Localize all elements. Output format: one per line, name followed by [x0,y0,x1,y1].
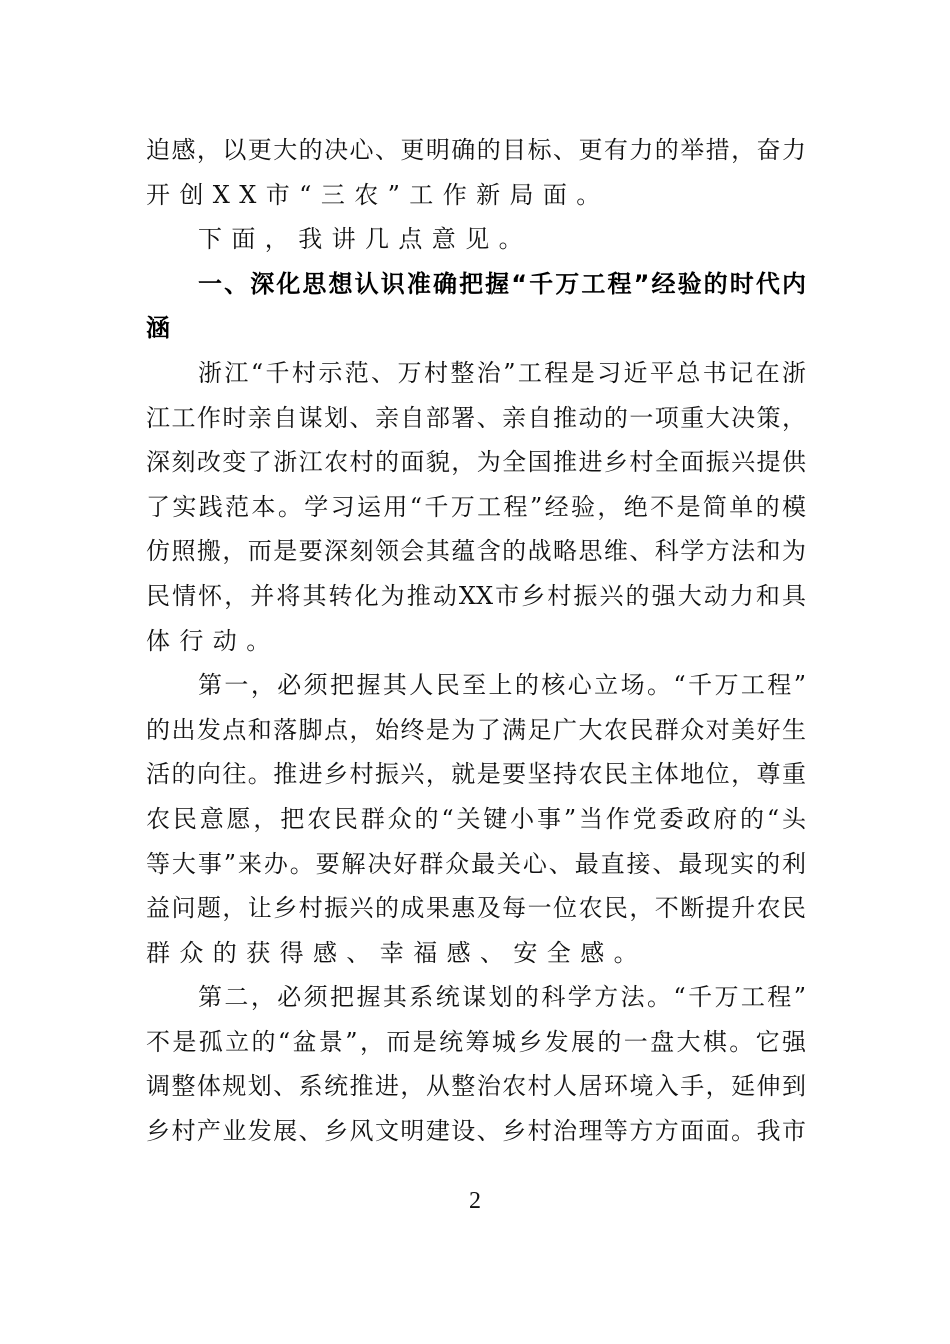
text-line: 不是孤立的“盆景”，而是统筹城乡发展的一盘大棋。它强 [146,1027,806,1056]
text-line: 体行动。 [146,626,280,655]
section-heading: 一、深化思想认识准确把握“千万工程”经验的时代内 [198,269,806,298]
text-line: 深刻改变了浙江农村的面貌，为全国推进乡村全面振兴提供 [146,448,806,477]
text-line: 浙江“千村示范、万村整治”工程是习近平总书记在浙 [198,358,806,387]
text-line: 江工作时亲自谋划、亲自部署、亲自推动的一项重大决策， [146,403,806,432]
text-line: 开创XX市“三农”工作新局面。 [146,180,610,209]
text-line: 第一，必须把握其人民至上的核心立场。“千万工程” [198,671,806,700]
text-line: 第二，必须把握其系统谋划的科学方法。“千万工程” [198,983,806,1012]
document-body [146,128,806,1154]
text-line: 仿照搬，而是要深刻领会其蕴含的战略思维、科学方法和为 [146,537,806,566]
text-line: 乡村产业发展、乡风文明建设、乡村治理等方方面面。我市 [146,1117,806,1146]
text-line: 调整体规划、系统推进，从整治农村人居环境入手，延伸到 [146,1072,806,1101]
text-line: 活的向往。推进乡村振兴，就是要坚持农民主体地位，尊重 [146,760,806,789]
text-line: 的出发点和落脚点，始终是为了满足广大农民群众对美好生 [146,715,806,744]
page-number: 2 [469,1188,481,1214]
text-line: 下面，我讲几点意见。 [198,225,532,254]
section-heading: 涵 [146,314,180,343]
text-line: 了实践范本。学习运用“千万工程”经验，绝不是简单的模 [146,492,806,521]
text-line: 群众的获得感、幸福感、安全感。 [146,938,647,967]
text-line: 民情怀，并将其转化为推动XX市乡村振兴的强大动力和具 [146,581,806,610]
text-line: 等大事”来办。要解决好群众最关心、最直接、最现实的利 [146,849,806,878]
text-line: 农民意愿，把农民群众的“关键小事”当作党委政府的“头 [146,804,806,833]
text-line: 益问题，让乡村振兴的成果惠及每一位农民，不断提升农民 [146,894,806,923]
text-line: 迫感，以更大的决心、更明确的目标、更有力的举措，奋力 [146,136,806,164]
